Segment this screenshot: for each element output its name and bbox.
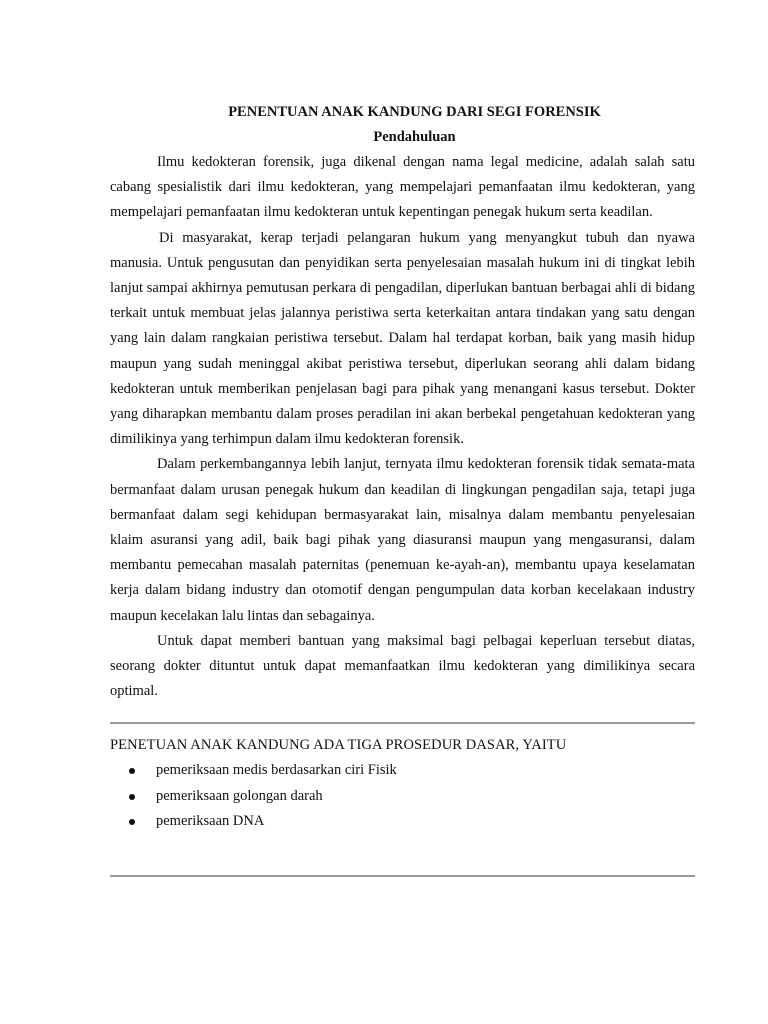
bullet-icon bbox=[129, 768, 135, 774]
procedures-list bbox=[110, 758, 695, 835]
divider-top bbox=[110, 722, 695, 724]
paragraph-4: Untuk dapat memberi bantuan yang maksimal bagi pelbagai keperluan tersebut diatas, seorang dokter dituntut untuk dapat memanfaatkan ilmu kedokteran yang dimilikinya secara optimal. bbox=[110, 632, 695, 700]
paragraph-3: Dalam perkembangannya lebih lanjut, ternyata ilmu kedokteran forensik tidak semata-mata bermanfaat dalam urusan penegak hukum dan keadilan di lingkungan pengadilan saja, tetapi juga bermanfaat dalam segi kehidupan bermasyarakat lain, misalnya dalam membantu penyelesaian klaim asuransi yang adil, baik bagi pihak yang diasuransi maupun yang mengasuransi, dalam membantu pemecahan masalah paternitas (penemuan ke-ayah-an), membantu upaya keselamatan kerja dalam bidang industry dan otomotif dengan pengumpulan data korban kecelakaan industry maupun kecelakan lalu lintas dan sebagainya. bbox=[110, 456, 695, 624]
document-page bbox=[110, 100, 695, 877]
bullet-icon bbox=[129, 819, 135, 825]
section-title-pendahuluan: Pendahuluan bbox=[373, 129, 456, 145]
list-item-text: pemeriksaan golongan darah bbox=[156, 787, 323, 804]
list-item-text: pemeriksaan medis berdasarkan ciri Fisik bbox=[156, 762, 397, 779]
procedures-heading: PENETUAN ANAK KANDUNG ADA TIGA PROSEDUR DASAR, YAITU bbox=[110, 737, 567, 754]
paragraph-2: Di masyarakat, kerap terjadi pelangaran hukum yang menyangkut tubuh dan nyawa manusia. Untuk pengusutan dan penyidikan serta penyelesaian masalah hukum ini di tingkat lebih lanjut sampai akhirnya pemutusan perkara di pengadilan, diperlukan bantuan berbagai ahli di bidang terkait untuk membuat jelas jalannya peristiwa serta keterkaitan antara tindakan yang satu dengan yang lain dalam rangkaian peristiwa tersebut. Dalam hal terdapat korban, baik yang masih hidup maupun yang sudah meninggal akibat peristiwa tersebut, diperlukan seorang ahli dalam bidang kedokteran untuk memberikan penjelasan bagi para pihak yang menangani kasus tersebut. Dokter yang diharapkan membantu dalam proses peradilan ini akan berbekal pengetahuan kedokteran yang dimilikinya yang terhimpun dalam ilmu kedokteran forensik. bbox=[110, 229, 695, 448]
list-item bbox=[110, 784, 695, 810]
document-title: PENENTUAN ANAK KANDUNG DARI SEGI FORENSIK bbox=[228, 104, 601, 120]
divider-bottom bbox=[110, 875, 695, 877]
list-item-text: pemeriksaan DNA bbox=[156, 813, 265, 830]
paragraph-1: Ilmu kedokteran forensik, juga dikenal dengan nama legal medicine, adalah salah satu cabang spesialistik dari ilmu kedokteran, yang mempelajari pemanfaatan ilmu kedokteran, yang mempelajari pemanfaatan ilmu kedokteran untuk kepentingan penegak hukum serta keadilan. bbox=[110, 154, 695, 221]
list-item bbox=[110, 758, 695, 784]
list-item bbox=[110, 809, 695, 835]
bullet-icon bbox=[129, 794, 135, 800]
